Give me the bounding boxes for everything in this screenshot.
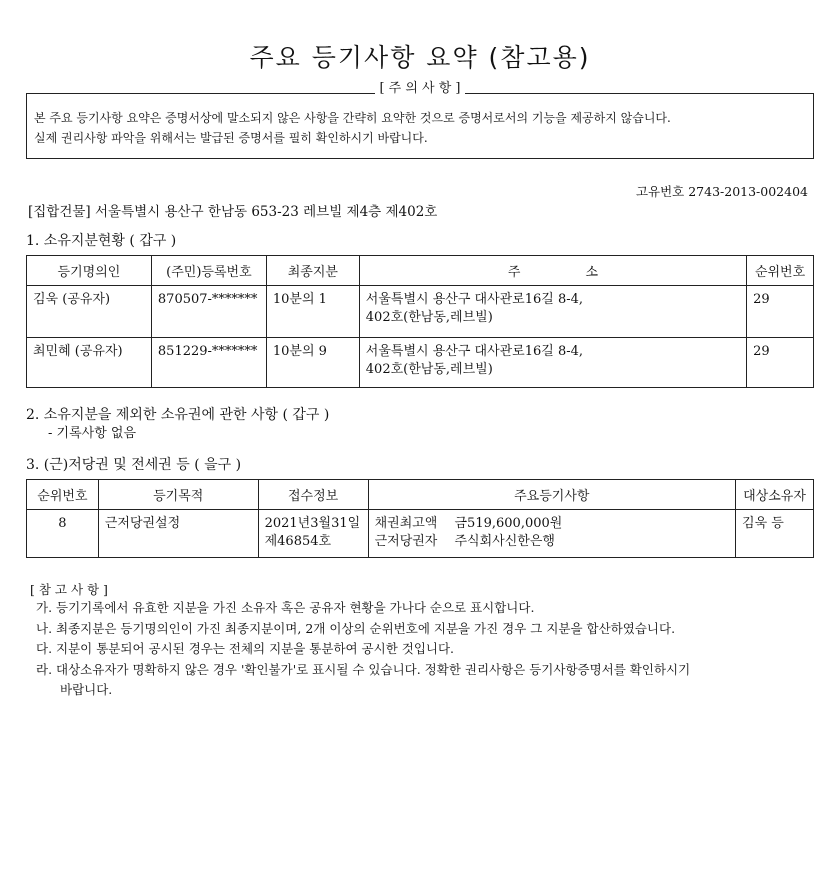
notice-line-1: 본 주요 등기사항 요약은 증명서상에 말소되지 않은 사항을 간략히 요약한 것으로 증명서로서의 기능을 제공하지 않습니다. [34,111,671,125]
owner-rank: 29 [753,344,770,359]
unique-number: 고유번호 2743-2013-002404 [635,184,808,199]
mortgage-target: 김욱 등 [742,516,784,531]
mortgage-detail: 채권최고액 금519,600,000원 근저당권자 주식회사신한은행 [374,516,563,549]
col-header-rank: 순위번호 [27,480,99,510]
owner-address: 서울특별시 용산구 대사관로16길 8-4, 402호(한남동,레브빌) [365,344,584,377]
reference-item: 다. 지분이 통분되어 공시된 경우는 전체의 지분을 통분하여 공시한 것입니다. [36,641,455,656]
owner-share: 10분의 1 [272,292,327,307]
reference-item: 나. 최종지분은 등기명의인이 가진 최종지분이며, 2개 이상의 순위번호에 지분을 가진 경우 그 지분을 합산하였습니다. [36,621,676,636]
owner-regno: 870507-******* [157,292,258,307]
col-header-purpose: 등기목적 [98,480,258,510]
col-header-rank: 순위번호 [747,256,814,286]
col-header-detail: 주요등기사항 [368,480,735,510]
col-header-name: 등기명의인 [27,256,152,286]
owner-name: 최민혜 (공유자) [33,344,123,359]
owner-share: 10분의 9 [272,344,327,359]
col-header-regno: (주민)등록번호 [151,256,266,286]
section2-note: - 기록사항 없음 [48,426,137,441]
mortgage-purpose: 근저당권설정 [104,516,181,531]
col-header-receipt: 접수정보 [258,480,368,510]
owner-rank: 29 [753,292,770,307]
reference-item: 바랍니다. [60,682,113,697]
table-header-row [27,480,814,510]
table-header-row [27,256,814,286]
mortgage-table [26,479,814,558]
section3-title: 3. (근)저당권 및 전세권 등 ( 을구 ) [26,457,242,473]
ownership-table [26,255,814,388]
table-row [27,286,814,338]
reference-item: 가. 등기기록에서 유효한 지분을 가진 소유자 혹은 공유자 현황을 가나다 순으로 표시합니다. [36,600,535,615]
table-row [27,510,814,558]
mortgage-receipt: 2021년3월31일 제46854호 [264,516,361,549]
owner-address: 서울특별시 용산구 대사관로16길 8-4, 402호(한남동,레브빌) [365,292,584,325]
owner-regno: 851229-******* [157,344,258,359]
notice-line-2: 실제 권리사항 파악을 위해서는 발급된 증명서를 필히 확인하시기 바랍니다. [34,131,428,145]
section2-title: 2. 소유지분을 제외한 소유권에 관한 사항 ( 갑구 ) [26,407,330,423]
col-header-share: 최종지분 [266,256,359,286]
owner-name: 김욱 (공유자) [33,292,111,307]
notice-heading: [ 주 의 사 항 ] [0,80,840,98]
page-title: 주요 등기사항 요약 (참고용) [249,43,591,72]
section1-title: 1. 소유지분현황 ( 갑구 ) [26,233,177,249]
reference-item: 라. 대상소유자가 명확하지 않은 경우 '확인불가'로 표시될 수 있습니다. 정확한 권리사항은 등기사항증명서를 확인하시기 [36,662,691,677]
reference-title: [ 참 고 사 항 ] [30,582,108,597]
table-row [27,338,814,388]
col-header-address: 주 소 [359,256,746,286]
col-header-target: 대상소유자 [736,480,814,510]
building-address: [집합건물] 서울특별시 용산구 한남동 653-23 레브빌 제4층 제402호 [28,204,438,220]
mortgage-rank: 8 [58,516,67,531]
